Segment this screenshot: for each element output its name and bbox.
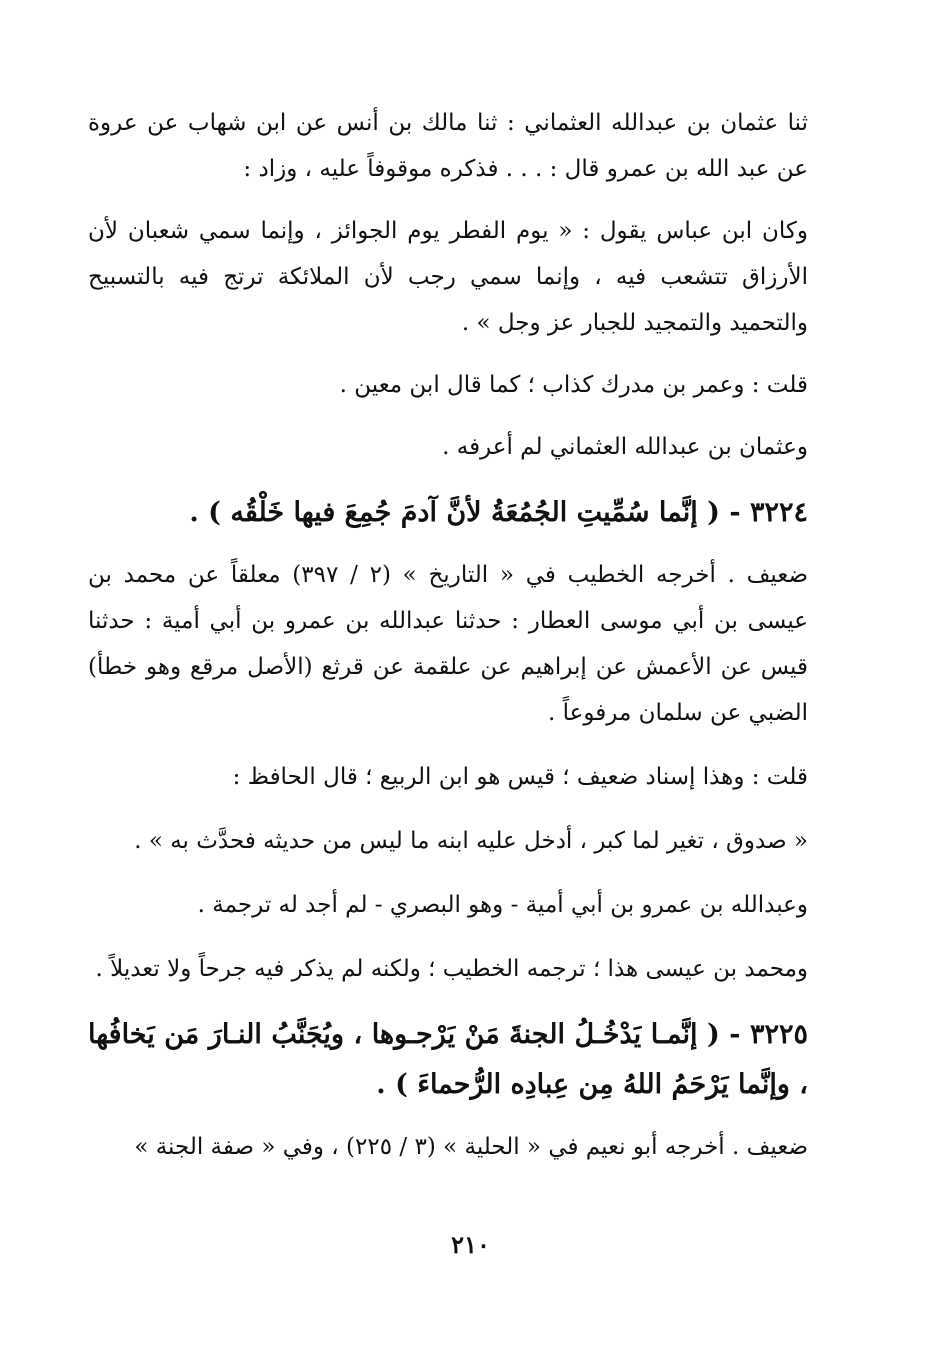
hadith-3224-number: ٣٢٢٤ - <box>729 497 808 528</box>
page-number: ٢١٠ <box>451 1230 490 1259</box>
hadith-3224-heading <box>88 488 808 538</box>
hadith-3225-text: ( إنَّمـا يَدْخُـلُ الجنةَ مَنْ يَرْجـوها ، ويُجَنَّبُ النـارَ مَن يَخافُها ، وإنَّما يَرْحَمُ اللهُ مِن عِبادِه الرُّحماءَ ) . <box>88 1019 808 1100</box>
note-3224-3: « صدوق ، تغير لما كبر ، أدخل عليه ابنه ما ليس من حديثه فحدَّث به » . <box>134 828 808 854</box>
page-body <box>88 100 808 1188</box>
note-3224-4: وعبدالله بن عمرو بن أبي أمية - وهو البصري - لم أجد له ترجمة . <box>197 892 808 918</box>
hadith-3225-heading <box>88 1010 808 1110</box>
paragraph-3: قلت : وعمر بن مدرك كذاب ؛ كما قال ابن معين . <box>339 372 808 398</box>
hadith-3224-text: ( إنَّما سُمِّيتِ الجُمُعَةُ لأنَّ آدمَ جُمِعَ فيها خَلْقُه ) . <box>189 497 720 528</box>
paragraph-1: ثنا عثمان بن عبدالله العثماني : ثنا مالك بن أنس عن ابن شهاب عن عروة عن عبد الله بن عمرو قال : . . . فذكره موقوفاً عليه ، وزاد : <box>88 110 808 182</box>
paragraph-2: وكان ابن عباس يقول : « يوم الفطر يوم الجوائز ، وإنما سمي شعبان لأن الأرزاق تتشعب فيه ، وإنما سمي رجب لأن الملائكة ترتج فيه بالتسبيح والتحميد والتمجيد للجبار عز وجل » . <box>88 218 808 336</box>
note-3224-1: ضعيف . أخرجه الخطيب في « التاريخ » (٢ / ٣٩٧) معلقاً عن محمد بن عيسى بن أبي موسى العطار : حدثنا عبدالله بن عمرو بن أبي أمية : حدثنا قيس عن الأعمش عن إبراهيم عن علقمة عن قرثع (الأصل مرقع وهو خطأ) الضبي عن سلمان مرفوعاً . <box>88 562 808 726</box>
paragraph-4: وعثمان بن عبدالله العثماني لم أعرفه . <box>442 434 808 460</box>
hadith-3225-number: ٣٢٢٥ - <box>729 1019 808 1050</box>
note-3224-5: ومحمد بن عيسى هذا ؛ ترجمه الخطيب ؛ ولكنه لم يذكر فيه جرحاً ولا تعديلاً . <box>95 956 808 982</box>
note-3224-2: قلت : وهذا إسناد ضعيف ؛ قيس هو ابن الربيع ؛ قال الحافظ : <box>232 764 808 790</box>
note-3225-1: ضعيف . أخرجه أبو نعيم في « الحلية » (٣ / ٢٢٥) ، وفي « صفة الجنة » <box>134 1134 808 1160</box>
